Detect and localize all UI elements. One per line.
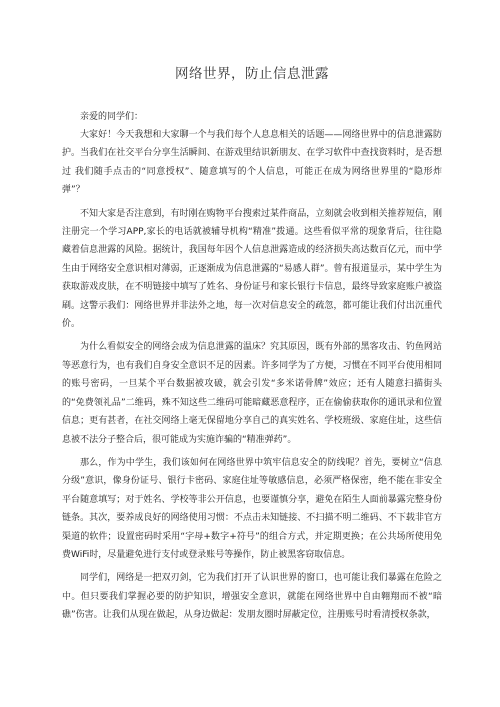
paragraph-5: 同学们，网络是一把双刃剑，它为我们打开了认识世界的窗口，也可能让我们暴露在危险之中。但只要我们掌握必要的防护知识，增强安全意识，就能在网络世界中自由翱翔而不被“暗礁”伤害。让我们从现在做起，从身边做起：发朋友圈时屏蔽定位，注册账号时看清授权条款，: [62, 573, 442, 621]
salutation: 亲爱的同学们：: [80, 112, 144, 122]
paragraph-3: 为什么看似安全的网络会成为信息泄露的温床？究其原因，既有外部的黑客攻击、钓鱼网站等恶意行为，也有我们自身安全意识不足的因素。许多同学为了方便，习惯在不同平台使用相同的账号密码，一旦某个平台数据被攻破，就会引发“多米诺骨牌”效应；还有人随意扫描街头的“免费领礼品”二维码，殊不知这些二维码可能暗藏恶意程序，正在偷偷获取你的通讯录和位置信息；更有甚者，在社交网络上毫无保留地分享自己的真实姓名、学校班级、家庭住址，这些信息被不法分子整合后，很可能成为实施诈骗的“精准弹药”。: [62, 342, 442, 445]
document-title: 网络世界，防止信息泄露: [175, 66, 329, 82]
paragraph-1: 大家好！今天我想和大家聊一个与我们每个人息息相关的话题——网络世界中的信息泄露防护。当我们在社交平台分享生活瞬间、在游戏里结识新朋友、在学习软件中查找资料时，是否想过 我们随手点击的“同意授权”、随意填写的个人信息，可能正在成为网络世界里的“隐形炸弹”？: [62, 130, 442, 196]
paragraph-2: 不知大家是否注意到，有时刚在购物平台搜索过某件商品，立刻就会收到相关推荐短信，刚注册完一个学习APP,家长的电话就被辅导机构“精准”拨通。这些看似平常的现象背后，往往隐藏着信息泄露的风险。据统计，我国每年因个人信息泄露造成的经济损失高达数百亿元，而中学生由于网络安全意识相对薄弱，正逐渐成为信息泄露的“易感人群”。曾有报道显示，某中学生为获取游戏皮肤，在不明链接中填写了姓名、身份证号和家长银行卡信息，最终导致家庭账户被盗刷。这警示我们：网络世界并非法外之地，每一次对信息安全的疏忽，都可能让我们付出沉重代价。: [62, 208, 442, 330]
paragraph-4: 那么，作为中学生，我们该如何在网络世界中筑牢信息安全的防线呢？首先，要树立“信息分级”意识，像身份证号、银行卡密码、家庭住址等敏感信息，必须严格保密，绝不能在非安全平台随意填写；对于姓名、学校等非公开信息，也要谨慎分享，避免在陌生人面前暴露完整身份链条。其次，要养成良好的网络使用习惯：不点击未知链接、不扫描不明二维码、不下载非官方渠道的软件；设置密码时采用“字母+数字+符号”的组合方式，并定期更换；在公共场所使用免费WiFi时，尽量避免进行支付或登录账号等操作，防止被黑客窃取信息。: [62, 457, 442, 560]
